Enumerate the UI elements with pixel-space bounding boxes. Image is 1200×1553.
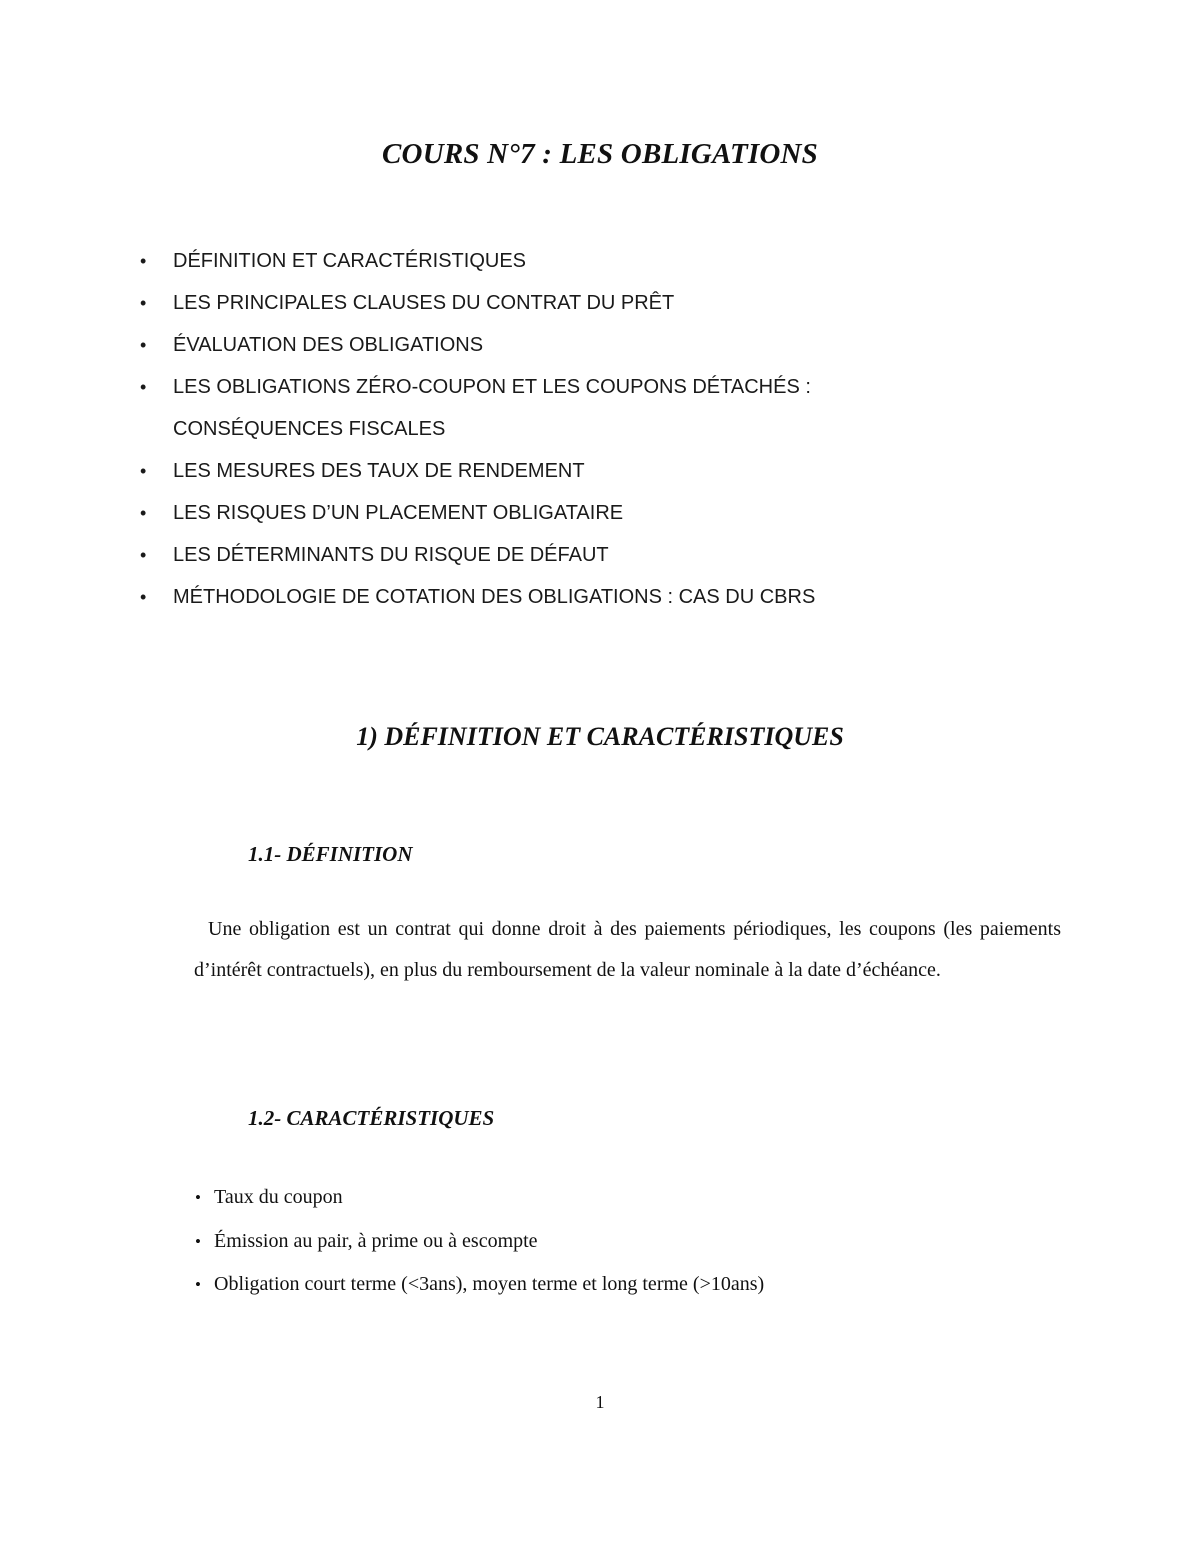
document-title: COURS N°7 : LES OBLIGATIONS (382, 138, 818, 170)
bullet-icon: • (140, 545, 147, 565)
bullet-icon: • (195, 1188, 201, 1207)
bullet-icon: • (140, 251, 147, 271)
bullet-icon: • (140, 503, 147, 523)
bullet-icon: • (140, 461, 147, 481)
subsection-heading-definition: 1.1- DÉFINITION (248, 842, 413, 866)
characteristics-list (0, 1176, 1200, 1307)
toc-item (0, 366, 933, 450)
list-item-label: Obligation court terme (<3ans), moyen terme et long terme (>10ans) (214, 1273, 765, 1295)
toc-item (0, 576, 933, 618)
toc-item (0, 492, 933, 534)
definition-paragraph: Une obligation est un contrat qui donne droit à des paiements périodiques, les coupons (les paiements d’intérêt contractuels), en plus du remboursement de la valeur nominale à la date d’échéance. (194, 918, 1061, 981)
bullet-icon: • (140, 335, 147, 355)
toc-item-label: ÉVALUATION DES OBLIGATIONS (173, 334, 484, 356)
toc-item (0, 240, 933, 282)
toc-item-label: LES RISQUES D’UN PLACEMENT OBLIGATAIRE (173, 502, 624, 524)
toc-item (0, 450, 933, 492)
toc-item-label: LES MESURES DES TAUX DE RENDEMENT (173, 460, 585, 482)
list-item-label: Émission au pair, à prime ou à escompte (214, 1229, 538, 1252)
toc-item-label: LES OBLIGATIONS ZÉRO-COUPON ET LES COUPONS DÉTACHÉS : CONSÉQUENCES FISCALES (173, 376, 811, 440)
bullet-icon: • (140, 587, 147, 607)
subsection-heading-characteristics: 1.2- CARACTÉRISTIQUES (248, 1106, 495, 1130)
toc-item (0, 324, 933, 366)
list-item-label: Taux du coupon (214, 1186, 343, 1208)
toc-item-label: LES DÉTERMINANTS DU RISQUE DE DÉFAUT (173, 544, 609, 566)
bullet-icon: • (195, 1231, 201, 1251)
list-item (0, 1176, 1200, 1220)
list-item (0, 1263, 1200, 1307)
bullet-icon: • (195, 1275, 201, 1294)
toc-item-label: MÉTHODOLOGIE DE COTATION DES OBLIGATIONS : CAS DU CBRS (173, 586, 816, 608)
toc-item-label: LES PRINCIPALES CLAUSES DU CONTRAT DU PRÊT (173, 292, 675, 314)
toc-item (0, 282, 933, 324)
page-number: 1 (595, 1392, 605, 1412)
table-of-contents (0, 240, 1200, 618)
bullet-icon: • (140, 293, 147, 313)
section-heading: 1) DÉFINITION ET CARACTÉRISTIQUES (356, 722, 844, 751)
toc-item-label: DÉFINITION ET CARACTÉRISTIQUES (173, 250, 526, 272)
list-item (0, 1220, 1200, 1264)
bullet-icon: • (140, 377, 147, 397)
toc-item (0, 534, 933, 576)
